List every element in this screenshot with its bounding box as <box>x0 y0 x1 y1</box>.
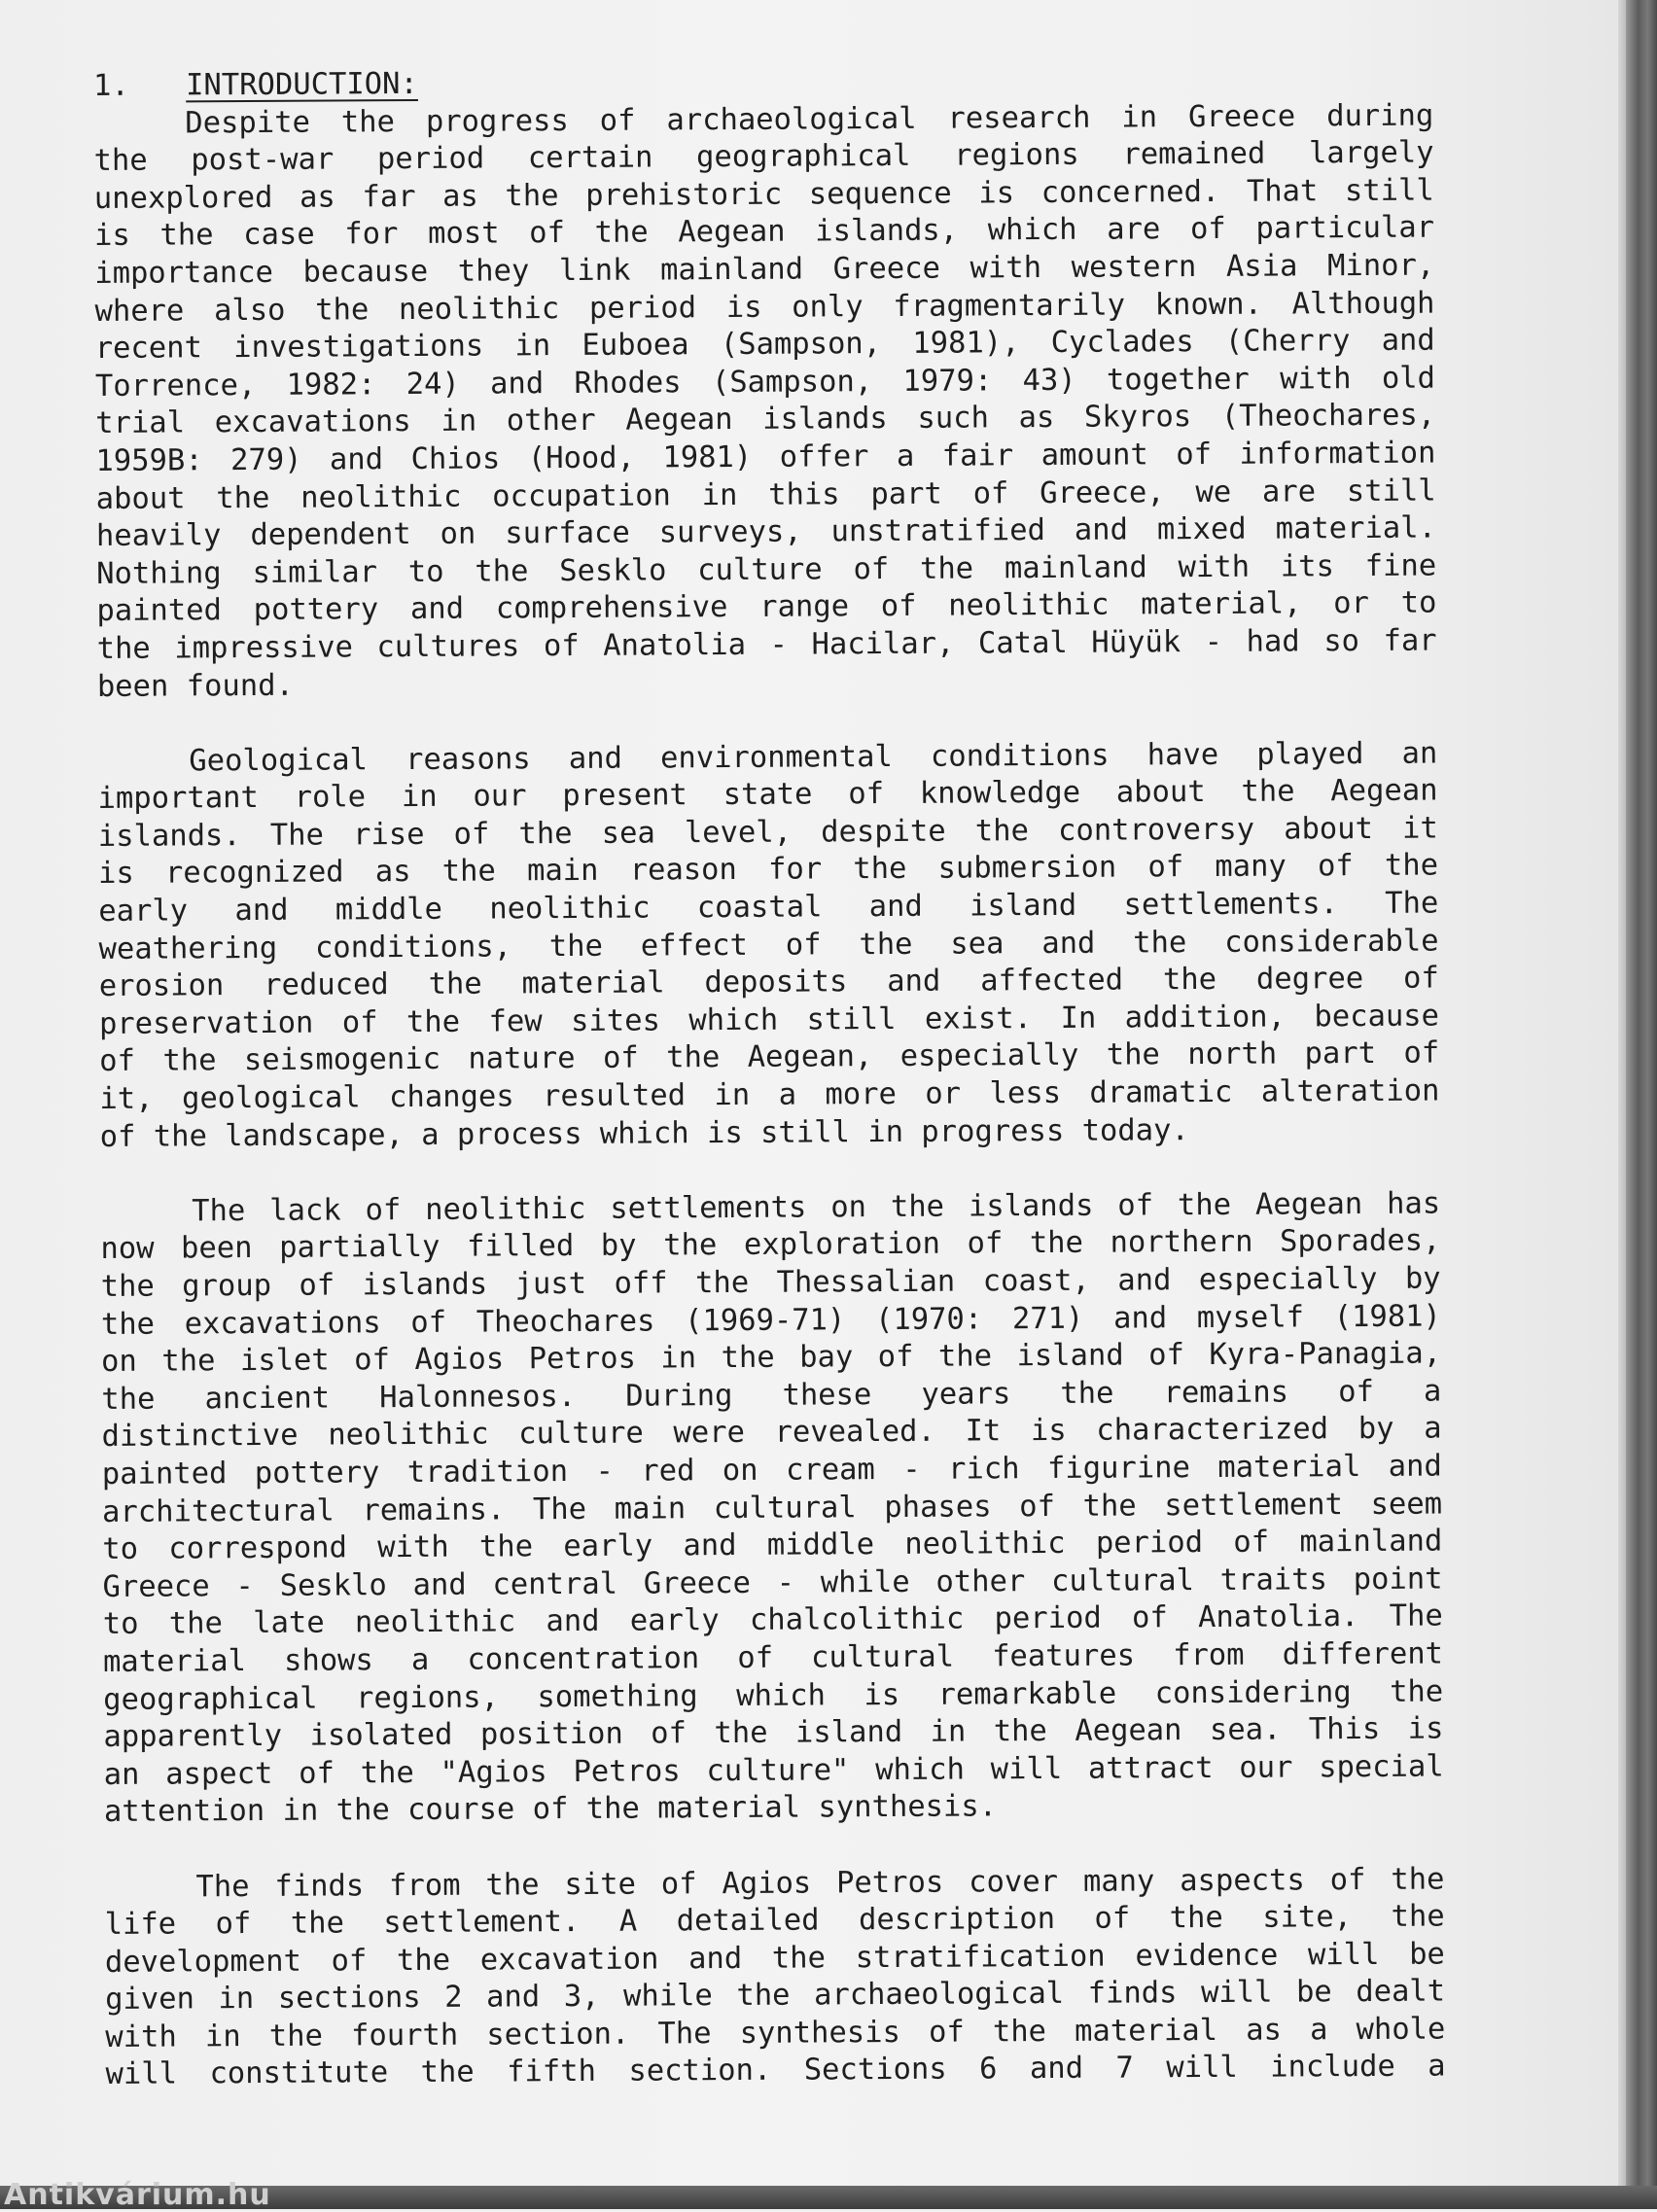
text-line: The finds from the site of Agios Petros cover many aspects of the <box>195 1862 1445 1904</box>
text-line: Torrence, 1982: 24) and Rhodes (Sampson, 1979: 43) together with old <box>94 361 1436 404</box>
text-line: recent investigations in Euboea (Sampson, 1981), Cyclades (Cherry and <box>94 323 1435 367</box>
text-line: now been partially filled by the exploration of the northern Sporades, <box>100 1223 1441 1267</box>
text-line: the group of islands just off the Thessalian coast, and especially by <box>100 1261 1441 1304</box>
text-line: heavily dependent on surface surveys, unstratified and mixed material. <box>95 510 1437 554</box>
text-line: geographical regions, something which is remarkable considering the <box>103 1674 1444 1717</box>
page-edge <box>1618 0 1626 2209</box>
text-line: material shows a concentration of cultural features from different <box>102 1636 1444 1679</box>
text-line: an aspect of the "Agios Petros culture" which will attract our special <box>103 1749 1444 1792</box>
text-line: apparently isolated position of the island in the Aegean sea. This is <box>103 1711 1444 1755</box>
text-line: 1959B: 279) and Chios (Hood, 1981) offer a fair amount of information <box>95 436 1436 478</box>
paragraph <box>100 1185 1444 1831</box>
text-line: erosion reduced the material deposits and affected the degree of <box>98 961 1439 1004</box>
text-line: to the late neolithic and early chalcolithic period of Anatolia. The <box>102 1598 1443 1642</box>
text-line: importance because they link mainland Greece with western Asia Minor, <box>94 248 1435 291</box>
paragraph <box>93 97 1437 706</box>
text-line: been found. <box>96 668 294 704</box>
text-line: the excavations of Theochares (1969-71) (1970: 271) and myself (1981) <box>100 1299 1441 1342</box>
text-line: it, geological changes resulted in a more or less dramatic alteration <box>99 1073 1440 1117</box>
text-line: Despite the progress of archaeological research in Greece during <box>185 98 1434 141</box>
text-line: to correspond with the early and middle neolithic period of mainland <box>102 1524 1443 1567</box>
text-line: early and middle neolithic coastal and island settlements. The <box>98 886 1439 930</box>
text-line: the impressive cultures of Anatolia - Hacilar, Catal Hüyük - had so far <box>96 623 1437 666</box>
text-line: attention in the course of the material synthesis. <box>103 1789 998 1830</box>
text-line: Greece - Sesklo and central Greece - while other cultural traits point <box>102 1562 1443 1604</box>
text-line: of the landscape, a process which is still in progress today. <box>99 1112 1189 1154</box>
text-line: is recognized as the main reason for the submersion of many of the <box>97 849 1439 892</box>
text-line: trial excavations in other Aegean islands such as Skyros (Theochares, <box>95 398 1436 441</box>
text-line: painted pottery tradition - red on cream - rich figurine material and <box>101 1449 1442 1492</box>
text-line: development of the excavation and the stratification evidence will be <box>104 1937 1445 1980</box>
text-line: where also the neolithic period is only fragmentarily known. Although <box>94 286 1435 329</box>
book-spine-edge <box>1626 0 1657 2209</box>
text-line: life of the settlement. A detailed description of the site, the <box>104 1899 1445 1943</box>
text-line: given in sections 2 and 3, while the archaeological finds will be dealt <box>105 1974 1446 2018</box>
text-line: the ancient Halonnesos. During these years the remains of a <box>101 1374 1442 1417</box>
text-line: with in the fourth section. The synthesis of the material as a whole <box>105 2012 1446 2054</box>
text-line: preservation of the few sites which still exist. In addition, because <box>98 999 1440 1041</box>
text-line: weathering conditions, the effect of the sea and the considerable <box>98 924 1439 966</box>
text-line: Nothing similar to the Sesklo culture of the mainland with its fine <box>96 548 1437 591</box>
text-line: important role in our present state of knowledge about the Aegean <box>97 773 1438 817</box>
paragraph <box>104 1861 1445 2094</box>
text-line: Geological reasons and environmental conditions have played an <box>189 736 1438 779</box>
text-line: is the case for most of the Aegean islands, which are of particular <box>93 210 1435 254</box>
text-line: painted pottery and comprehensive range of neolithic material, or to <box>96 585 1437 629</box>
text-line: the post-war period certain geographical regions remained largely <box>93 135 1434 179</box>
text-line: islands. The rise of the sea level, despite the controversy about it <box>97 811 1438 854</box>
text-line: of the seismogenic nature of the Aegean, especially the north part of <box>99 1036 1440 1079</box>
paragraph <box>97 735 1440 1156</box>
section-title: INTRODUCTION: <box>186 66 418 103</box>
document-text <box>93 60 1446 2132</box>
text-line: unexplored as far as the prehistoric sequence is concerned. That still <box>93 173 1434 216</box>
text-line: on the islet of Agios Petros in the bay of the island of Kyra-Panagia, <box>101 1336 1442 1380</box>
text-line: will constitute the fifth section. Sections 6 and 7 will include a <box>105 2050 1446 2092</box>
watermark: Antikvárium.hu <box>4 2178 271 2212</box>
section-number: 1. <box>93 68 129 103</box>
text-line: about the neolithic occupation in this part of Greece, we are still <box>95 474 1436 516</box>
text-line: distinctive neolithic culture were revealed. It is characterized by a <box>101 1411 1442 1455</box>
text-line: The lack of neolithic settlements on the islands of the Aegean has <box>192 1186 1441 1229</box>
text-line: architectural remains. The main cultural phases of the settlement seem <box>101 1487 1443 1529</box>
